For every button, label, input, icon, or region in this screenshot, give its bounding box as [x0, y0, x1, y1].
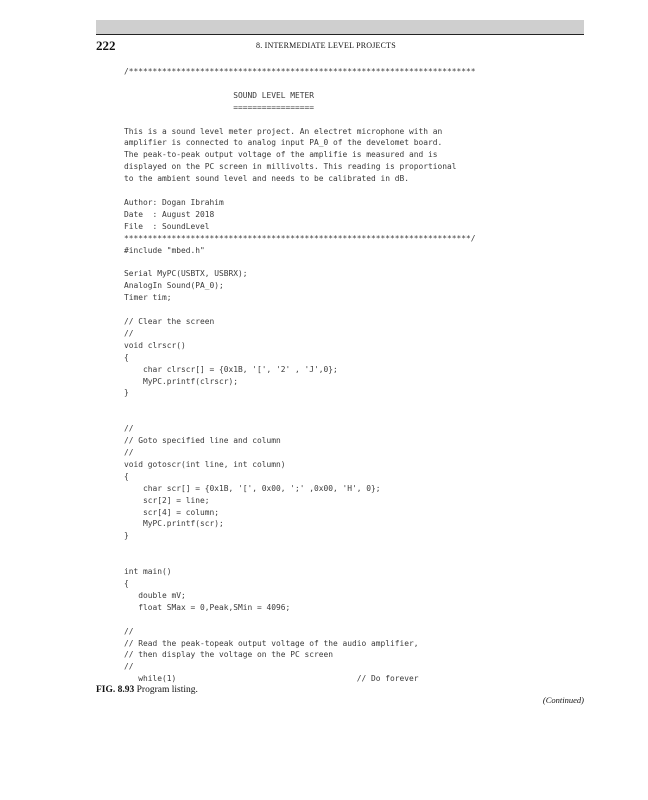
- running-head: 8. INTERMEDIATE LEVEL PROJECTS: [256, 41, 396, 50]
- figure-caption: [96, 684, 198, 696]
- figure-caption-text: Program listing.: [136, 685, 198, 695]
- header-rule: [96, 34, 584, 35]
- program-listing: /************************************************************************* SOUND LEVEL METER ================= This is a sound level meter project. An electret microphone with an amplifier is connected to analog input PA_0 of the develomet board. The peak-to-peak output voltage of the amplifie is measured and is displayed on the PC screen in millivolts. This reading is proportional to the ambient sound level and needs to be calibrated in dB. Author: Dogan Ibrahim Date : August 2018 File : SoundLevel *************************************************************************/ #include "mbed.h" Serial MyPC(USBTX, USBRX); AnalogIn Sound(PA_0); Timer tim; // Clear the screen // void clrscr() { char clrscr[] = {0x1B, '[', '2' , 'J',0}; MyPC.printf(clrscr); } // // Goto specified line and column // void gotoscr(int line, int column) { char scr[] = {0x1B, '[', 0x00, ';' ,0x00, 'H', 0}; scr[2] = line; scr[4] = column; MyPC.printf(scr); } int main() { double mV; float SMax = 0,Peak,SMin = 4096; // // Read the peak-topeak output voltage of the audio amplifier, // then display the voltage on the PC screen // while(1) // Do forever: [124, 67, 476, 684]
- continued-note: (Continued): [542, 695, 584, 705]
- page-number: 222: [96, 38, 116, 53]
- figure-label: FIG. 8.93: [96, 685, 135, 695]
- header-band: [96, 20, 584, 34]
